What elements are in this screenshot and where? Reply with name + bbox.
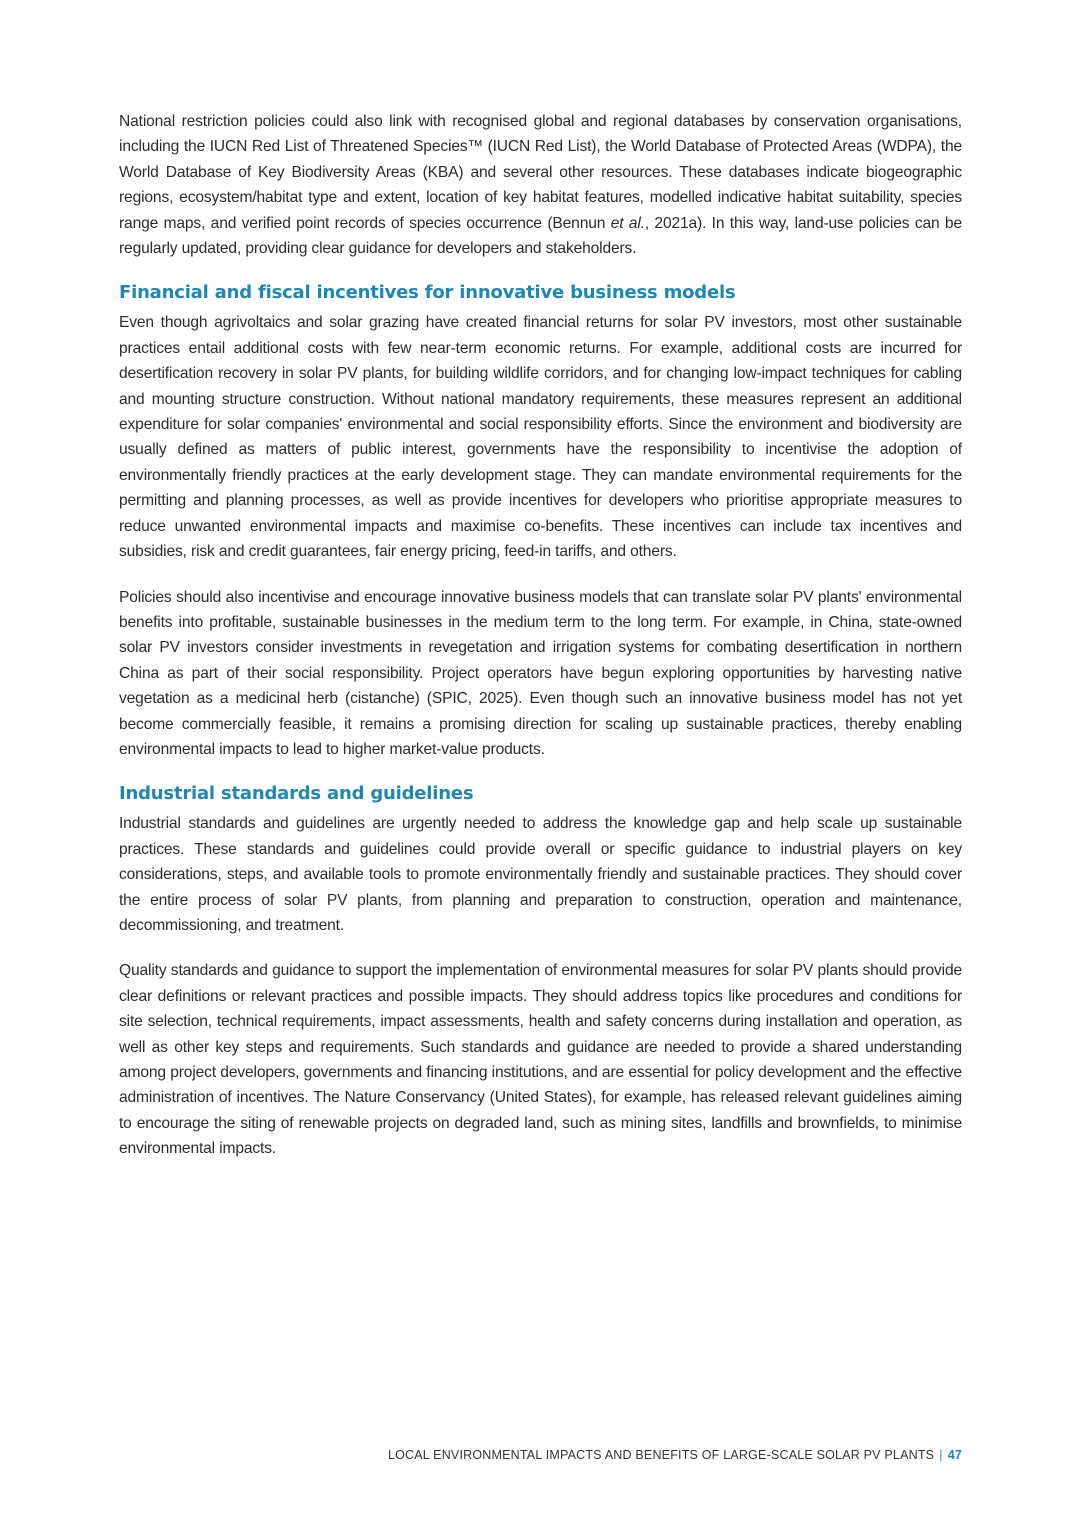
- page-number: 47: [947, 1448, 962, 1462]
- financial-paragraph-1: Even though agrivoltaics and solar grazing have created financial returns for solar PV investors, most other sustainable practices entail additional costs with few near-term economic returns. For example, additional costs are incurred for desertification recovery in solar PV plants, for building wildlife corridors, and for changing low-impact techniques for cabling and mounting structure construction. Without national mandatory requirements, these measures represent an additional expenditure for solar companies' environmental and social responsibility efforts. Since the environment and biodiversity are usually defined as matters of public interest, governments have the responsibility to incentivise the adoption of environmentally friendly practices at the early development stage. They can mandate environmental requirements for the permitting and planning processes, as well as provide incentives for developers who prioritise appropriate measures to reduce unwanted environmental impacts and maximise co-benefits. These incentives can include tax incentives and subsidies, risk and credit guarantees, fair energy pricing, feed-in tariffs, and others.: [119, 314, 962, 561]
- citation-et-al: et al.: [610, 214, 645, 232]
- intro-text-part-1: National restriction policies could also link with recognised global and regional databases by conservation organisations, including the IUCN Red List of Threatened Species™ (IUCN Red List), the World Database of Protected Areas (WDPA), the World Database of Key Biodiversity Areas (KBA) and several other resources. These databases indicate biogeographic regions, ecosystem/habitat type and extent, location of key habitat features, modelled indicative habitat suitability, species range maps, and verified point records of species occurrence (Bennun: [119, 113, 962, 232]
- standards-paragraph-1: Industrial standards and guidelines are urgently needed to address the knowledge gap and help scale up sustainable practices. These standards and guidelines could provide overall or specific guidance to industrial players on key considerations, steps, and available tools to promote environmentally friendly and sustainable practices. They should cover the entire process of solar PV plants, from planning and preparation to construction, operation and maintenance, decommissioning, and treatment.: [119, 815, 962, 934]
- section-heading-industrial-standards: Industrial standards and guidelines: [119, 783, 474, 805]
- page-footer: [388, 1448, 962, 1462]
- running-title: LOCAL ENVIRONMENTAL IMPACTS AND BENEFITS OF LARGE-SCALE SOLAR PV PLANTS: [387, 1448, 935, 1462]
- intro-paragraph: [119, 109, 962, 261]
- intro-text-part-2: , 2021a). In this way, land-use policies can be regularly updated, providing clear guidance for developers and stakeholders.: [119, 214, 962, 258]
- financial-paragraph-2: Policies should also incentivise and encourage innovative business models that can translate solar PV plants' environmental benefits into profitable, sustainable businesses in the medium term to the long term. For example, in China, state-owned solar PV investors consider investments in revegetation and irrigation systems for combating desertification in northern China as part of their social responsibility. Project operators have begun exploring opportunities by harvesting native vegetation as a medicinal herb (cistanche) (SPIC, 2025). Even though such an innovative business model has not yet become commercially feasible, it remains a promising direction for scaling up sustainable practices, thereby enabling environmental impacts to lead to higher market-value products.: [119, 588, 962, 758]
- page-content: [119, 109, 962, 1162]
- footer-separator: |: [939, 1448, 943, 1462]
- standards-paragraph-2: Quality standards and guidance to support the implementation of environmental measures for solar PV plants should provide clear definitions or relevant practices and possible impacts. They should address topics like procedures and conditions for site selection, technical requirements, impact assessments, health and safety concerns during installation and operation, as well as other key steps and requirements. Such standards and guidance are needed to provide a shared understanding among project developers, governments and financing institutions, and are essential for policy development and the effective administration of incentives. The Nature Conservancy (United States), for example, has released relevant guidelines aiming to encourage the siting of renewable projects on degraded land, such as mining sites, landfills and brownfields, to minimise environmental impacts.: [119, 962, 962, 1158]
- section-heading-financial-incentives: Financial and fiscal incentives for innovative business models: [119, 282, 736, 304]
